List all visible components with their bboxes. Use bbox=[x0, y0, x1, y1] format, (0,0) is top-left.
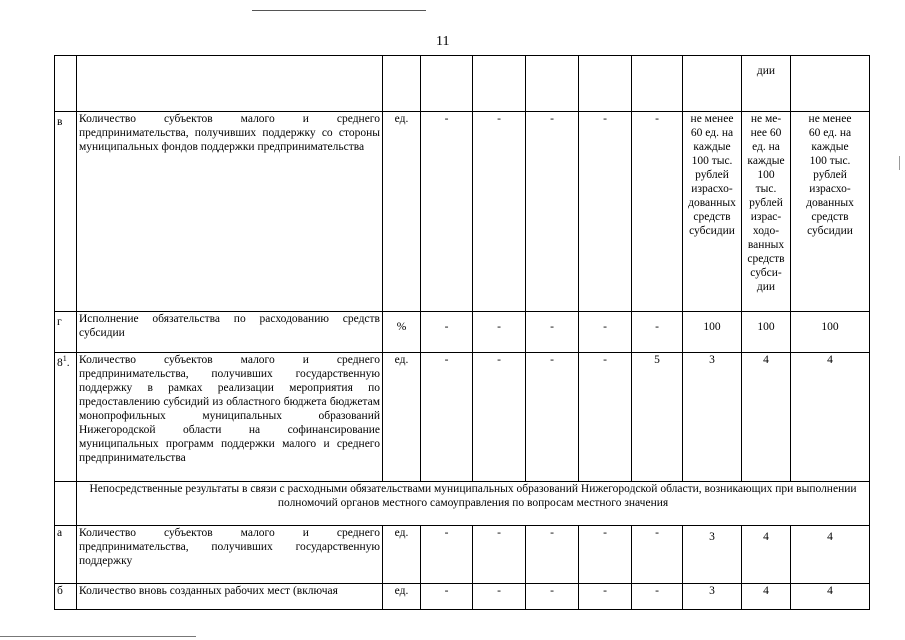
row-value-y1: - bbox=[421, 112, 473, 312]
cell-y2 bbox=[473, 56, 526, 112]
row-value-c8: 3 bbox=[683, 526, 742, 584]
row-value-y1: - bbox=[421, 526, 473, 584]
cell-text-line: субсидии bbox=[807, 225, 853, 237]
row-value-y3: - bbox=[526, 584, 579, 610]
row-value-y2: - bbox=[473, 312, 526, 353]
row-value-y5: - bbox=[632, 312, 683, 353]
row-value-y4: - bbox=[579, 584, 632, 610]
cell-text-line: не менее bbox=[690, 113, 734, 125]
row-value-c10: 4 bbox=[791, 526, 870, 584]
section-heading: Непосредственные результаты в связи с расходными обязательствами муниципальных образований Нижегородской области, возникающих при выполнении полномочий органов местного самоуправления по вопросам местного значения bbox=[77, 482, 870, 526]
row-value-c8 bbox=[683, 112, 742, 312]
row-value-c9 bbox=[742, 112, 791, 312]
cell-text-line: каждые bbox=[811, 141, 849, 153]
cell-text-line: дии bbox=[756, 281, 776, 293]
cell-text-line: рублей bbox=[749, 197, 783, 209]
cell-text-line: нее 60 bbox=[750, 127, 782, 139]
row-label: г bbox=[55, 312, 77, 353]
row-value-y2: - bbox=[473, 526, 526, 584]
cell-text-line: средств bbox=[747, 253, 785, 265]
row-value-y4: - bbox=[579, 526, 632, 584]
cell-text-line: средств bbox=[693, 211, 731, 223]
cell-text-line: ванных bbox=[747, 239, 785, 251]
cell-text-line: каждые bbox=[693, 141, 731, 153]
row-value-y1: - bbox=[421, 312, 473, 353]
row-value-y5: 5 bbox=[632, 353, 683, 482]
row-description: Количество субъектов малого и среднего предпринимательства, получивших поддержку со стороны муниципальных фондов поддержки предпринимательства bbox=[77, 112, 383, 312]
cell-c9: дии bbox=[742, 56, 791, 112]
cell-text-line: ед. на bbox=[752, 141, 780, 153]
row-label-dot: . bbox=[66, 357, 70, 369]
row-value-c10: 4 bbox=[791, 584, 870, 610]
row-description: Количество вновь созданных рабочих мест (включая bbox=[77, 584, 383, 610]
cell-text-line: субсидии bbox=[689, 225, 735, 237]
cell-text-line: 100 bbox=[757, 169, 775, 181]
row-value-y3: - bbox=[526, 353, 579, 482]
row-value-c8: 3 bbox=[683, 584, 742, 610]
row-label: в bbox=[55, 112, 77, 312]
row-value-y4: - bbox=[579, 353, 632, 482]
cell-text-line: дованных bbox=[688, 197, 736, 209]
row-unit: % bbox=[383, 312, 421, 353]
row-value-c8: 3 bbox=[683, 353, 742, 482]
row-label bbox=[55, 353, 77, 482]
row-value-y1: - bbox=[421, 584, 473, 610]
table-row-a bbox=[55, 526, 870, 584]
row-value-c10 bbox=[791, 112, 870, 312]
row-value-c10: 100 bbox=[791, 312, 870, 353]
cell-text-line: израсхо- bbox=[691, 183, 733, 195]
table-row-g bbox=[55, 312, 870, 353]
cell-text-line: каждые bbox=[747, 155, 785, 167]
table-row-b bbox=[55, 584, 870, 610]
cell-label bbox=[55, 56, 77, 112]
page-number: 11 bbox=[436, 34, 450, 49]
row-label-number: 8 bbox=[57, 357, 63, 369]
cell-text-line: израсхо- bbox=[809, 183, 851, 195]
row-description: Количество субъектов малого и среднего предпринимательства, получивших государственную поддержку bbox=[77, 526, 383, 584]
cell-y1 bbox=[421, 56, 473, 112]
cell-text-line: дованных bbox=[806, 197, 854, 209]
row-value-y5: - bbox=[632, 584, 683, 610]
row-value-y2: - bbox=[473, 353, 526, 482]
footer-rule bbox=[0, 636, 196, 637]
row-value-c9: 4 bbox=[742, 584, 791, 610]
row-unit: ед. bbox=[383, 584, 421, 610]
row-value-y3: - bbox=[526, 526, 579, 584]
cell-text-line: ходо- bbox=[752, 225, 780, 237]
row-description: Исполнение обязательства по расходованию средств субсидии bbox=[77, 312, 383, 353]
cell-c8 bbox=[683, 56, 742, 112]
cell-text-line: 60 ед. на bbox=[690, 127, 734, 139]
row-unit: ед. bbox=[383, 353, 421, 482]
row-value-y3: - bbox=[526, 112, 579, 312]
row-value-c9: 4 bbox=[742, 526, 791, 584]
cell-text-line: средств bbox=[811, 211, 849, 223]
row-value-y2: - bbox=[473, 112, 526, 312]
cell-text-line: израс- bbox=[750, 211, 782, 223]
table-row-v bbox=[55, 112, 870, 312]
row-label-superscript: 1 bbox=[62, 354, 67, 364]
row-value-c10: 4 bbox=[791, 353, 870, 482]
cell-label bbox=[55, 482, 77, 526]
cell-y5 bbox=[632, 56, 683, 112]
row-unit: ед. bbox=[383, 112, 421, 312]
header-rule bbox=[252, 10, 426, 11]
cell-y4 bbox=[579, 56, 632, 112]
table-row-8-1 bbox=[55, 353, 870, 482]
row-label: а bbox=[55, 526, 77, 584]
cell-text-line: субси- bbox=[750, 267, 782, 279]
cell-text-line: 100 тыс. bbox=[809, 155, 851, 167]
row-value-y4: - bbox=[579, 112, 632, 312]
row-value-y5: - bbox=[632, 526, 683, 584]
row-unit: ед. bbox=[383, 526, 421, 584]
cell-text-line: рублей bbox=[695, 169, 729, 181]
row-value-c9: 4 bbox=[742, 353, 791, 482]
cell-desc bbox=[77, 56, 383, 112]
row-value-c8: 100 bbox=[683, 312, 742, 353]
row-value-y4: - bbox=[579, 312, 632, 353]
indicators-table bbox=[54, 55, 870, 610]
table-row-continuation bbox=[55, 56, 870, 112]
row-value-c9: 100 bbox=[742, 312, 791, 353]
cell-c10 bbox=[791, 56, 870, 112]
cell-text-line: не ме- bbox=[750, 113, 782, 125]
margin-mark bbox=[899, 156, 900, 170]
table-row-section bbox=[55, 482, 870, 526]
cell-text-line: не менее bbox=[808, 113, 852, 125]
row-value-y3: - bbox=[526, 312, 579, 353]
row-description: Количество субъектов малого и среднего предпринимательства, получивших государственную поддержку в рамках реализации мероприятия по предоставлению субсидий из областного бюджета бюджетам монопрофильных муниципальных образований Нижегородской области на софинансирование муниципальных программ поддержки малого и среднего предпринимательства bbox=[77, 353, 383, 482]
row-label: б bbox=[55, 584, 77, 610]
row-value-y1: - bbox=[421, 353, 473, 482]
cell-text-line: рублей bbox=[813, 169, 847, 181]
row-value-y5: - bbox=[632, 112, 683, 312]
cell-unit bbox=[383, 56, 421, 112]
cell-y3 bbox=[526, 56, 579, 112]
row-value-y2: - bbox=[473, 584, 526, 610]
cell-text-line: 60 ед. на bbox=[808, 127, 852, 139]
cell-text-line: 100 тыс. bbox=[691, 155, 733, 167]
cell-text-line: тыс. bbox=[755, 183, 777, 195]
